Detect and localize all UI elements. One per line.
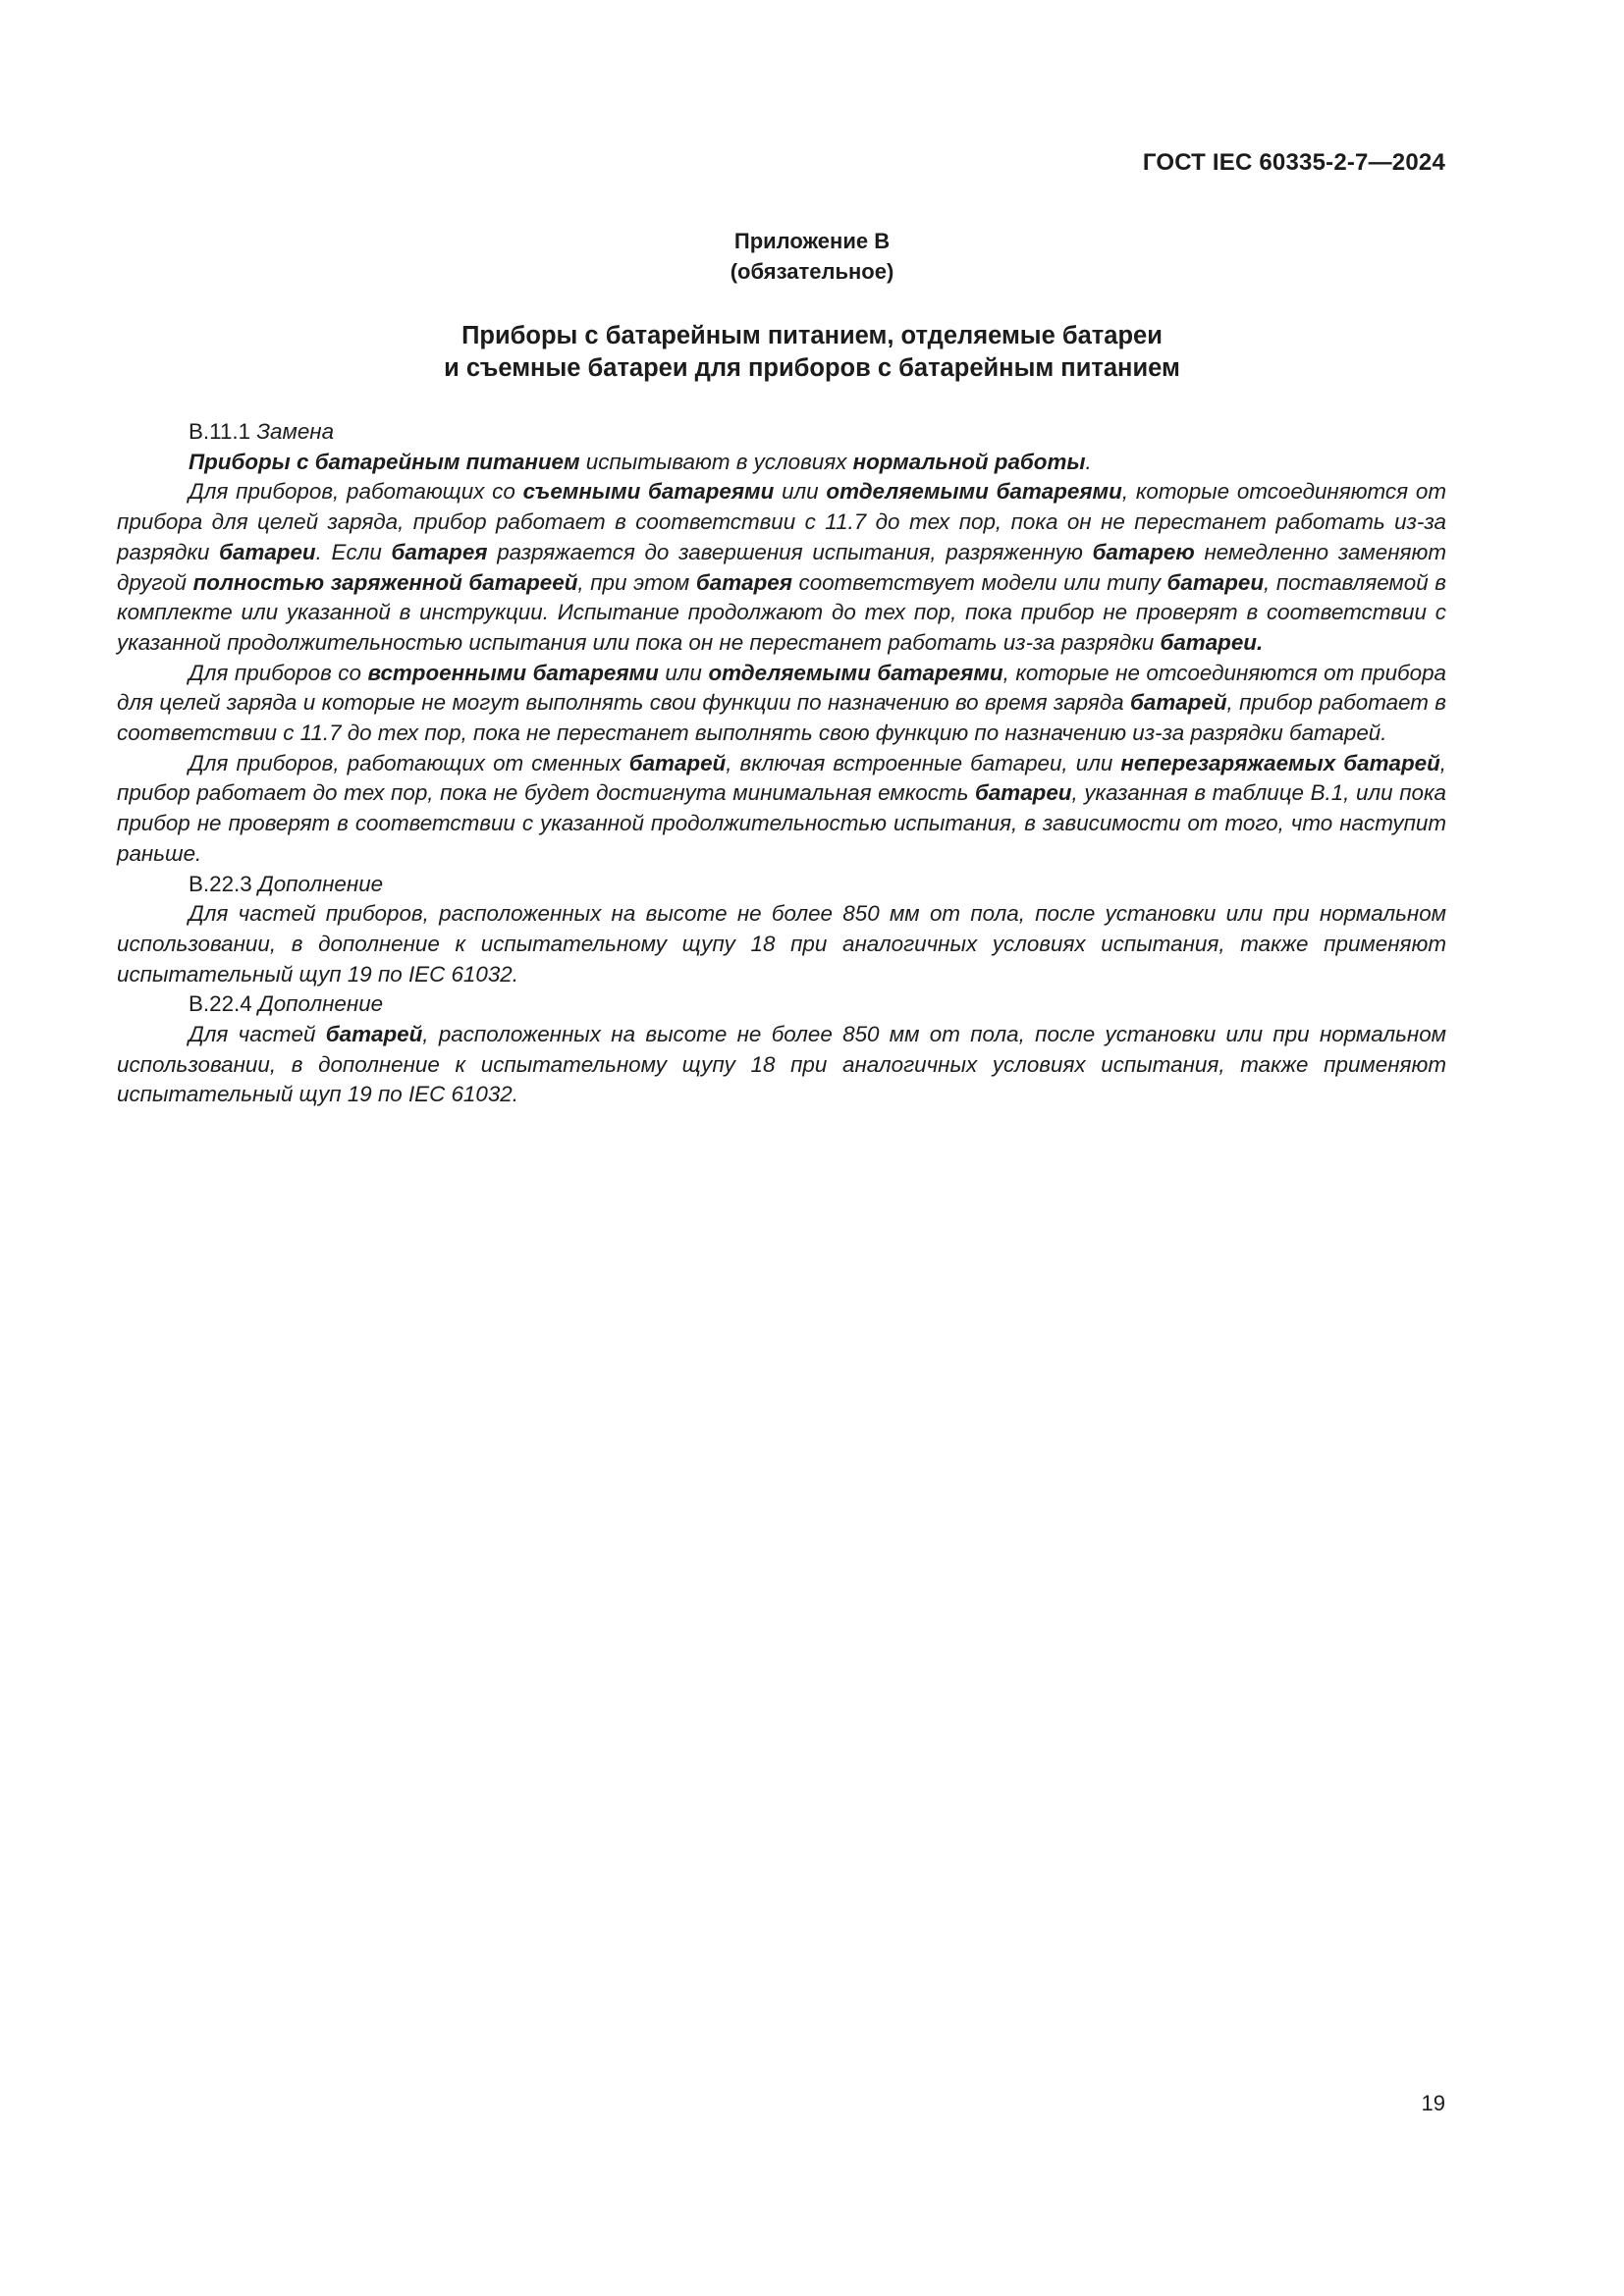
term: батарея bbox=[695, 569, 792, 595]
document-body bbox=[117, 417, 1446, 1110]
title-line-2: и съемные батареи для приборов с батарейным питанием bbox=[444, 354, 1180, 382]
term: нормальной работы bbox=[852, 449, 1086, 474]
paragraph: Для приборов со встроенными батареями или отделяемыми батареями, которые не отсоединяются от прибора для целей заряда и которые не могут выполнять свои функции по назначению во время заряда батарей, прибор работает в соответствии с 11.7 до тех пор, пока не перестанет выполнять свою функцию по назначению из-за разрядки батарей. bbox=[117, 660, 1446, 746]
term: батареи bbox=[1166, 569, 1265, 595]
term: отделяемыми батареями bbox=[826, 479, 1122, 505]
term: батарею bbox=[1092, 539, 1195, 564]
term: полностью заряженной батареей bbox=[192, 569, 578, 595]
appendix-label: Приложение В bbox=[733, 229, 891, 253]
paragraph: Для частей батарей, расположенных на высоте не более 850 мм от пола, после установки или при нормальном использовании, в дополнение к испытательному щупу 18 при аналогичных условиях испытания, также применяют испытательный щуп 19 по IEC 61032. bbox=[117, 1022, 1447, 1107]
term: батареи. bbox=[1160, 629, 1264, 655]
section-heading-b22-4 bbox=[117, 989, 1446, 1020]
section-number: В.22.3 bbox=[189, 871, 252, 896]
paragraph: Для частей приборов, расположенных на высоте не более 850 мм от пола, после установки или при нормальном использовании, в дополнение к испытательному щупу 18 при аналогичных условиях испытания, также применяют испытательный щуп 19 по IEC 61032. bbox=[117, 901, 1446, 987]
section-number: В.22.4 bbox=[189, 991, 252, 1017]
page-title bbox=[0, 320, 1624, 385]
section-heading-b11-1 bbox=[117, 417, 1446, 448]
term: Приборы с батарейным питанием bbox=[189, 449, 580, 474]
paragraph: Для приборов, работающих со съемными батареями или отделяемыми батареями, которые отсоединяются от прибора для целей заряда, прибор работает в соответствии с 11.7 до тех пор, пока он не перестанет работать из-за разрядки батареи. Если батарея разряжается до завершения испытания, разряженную батарею немедленно заменяют другой полностью заряженной батареей, при этом батарея соответствует модели или типу батареи, поставляемой в комплекте или указанной в инструкции. Испытание продолжают до тех пор, пока прибор не проверят в соответствии с указанной продолжительностью испытания или пока он не перестанет работать из-за разрядки батареи. bbox=[117, 479, 1447, 655]
term: батарей bbox=[325, 1022, 423, 1047]
term: батареи bbox=[219, 539, 316, 564]
term: встроенными батареями bbox=[367, 660, 659, 685]
section-label: Дополнение bbox=[257, 871, 384, 896]
term: неперезаряжаемых батарей bbox=[1120, 750, 1440, 775]
appendix-status: (обязательное) bbox=[730, 259, 894, 284]
standard-code: ГОСТ IEC 60335-2-7—2024 bbox=[1142, 149, 1445, 176]
section-label: Замена bbox=[256, 419, 335, 444]
term: батарей bbox=[1130, 690, 1227, 716]
term: съемными батареями bbox=[522, 479, 775, 505]
term: отделяемыми батареями bbox=[708, 660, 1003, 685]
section-heading-b22-3 bbox=[117, 870, 1446, 900]
term: батарей bbox=[628, 750, 727, 775]
title-line-1: Приборы с батарейным питанием, отделяемые батареи bbox=[461, 322, 1163, 349]
paragraph: Для приборов, работающих от сменных батарей, включая встроенные батареи, или неперезаряжаемых батарей, прибор работает до тех пор, пока не будет достигнута минимальная емкость батареи, указанная в таблице В.1, или пока прибор не проверят в соответствии с указанной продолжительностью испытания, в зависимости от того, что наступит раньше. bbox=[117, 750, 1446, 866]
section-number: В.11.1 bbox=[189, 419, 251, 444]
term: батареи bbox=[974, 780, 1072, 806]
page-number: 19 bbox=[1421, 2091, 1445, 2115]
appendix-heading bbox=[0, 226, 1624, 287]
term: батарея bbox=[391, 539, 488, 564]
section-label: Дополнение bbox=[257, 991, 384, 1017]
paragraph: Приборы с батарейным питанием испытывают в условиях нормальной работы. bbox=[189, 449, 1092, 474]
